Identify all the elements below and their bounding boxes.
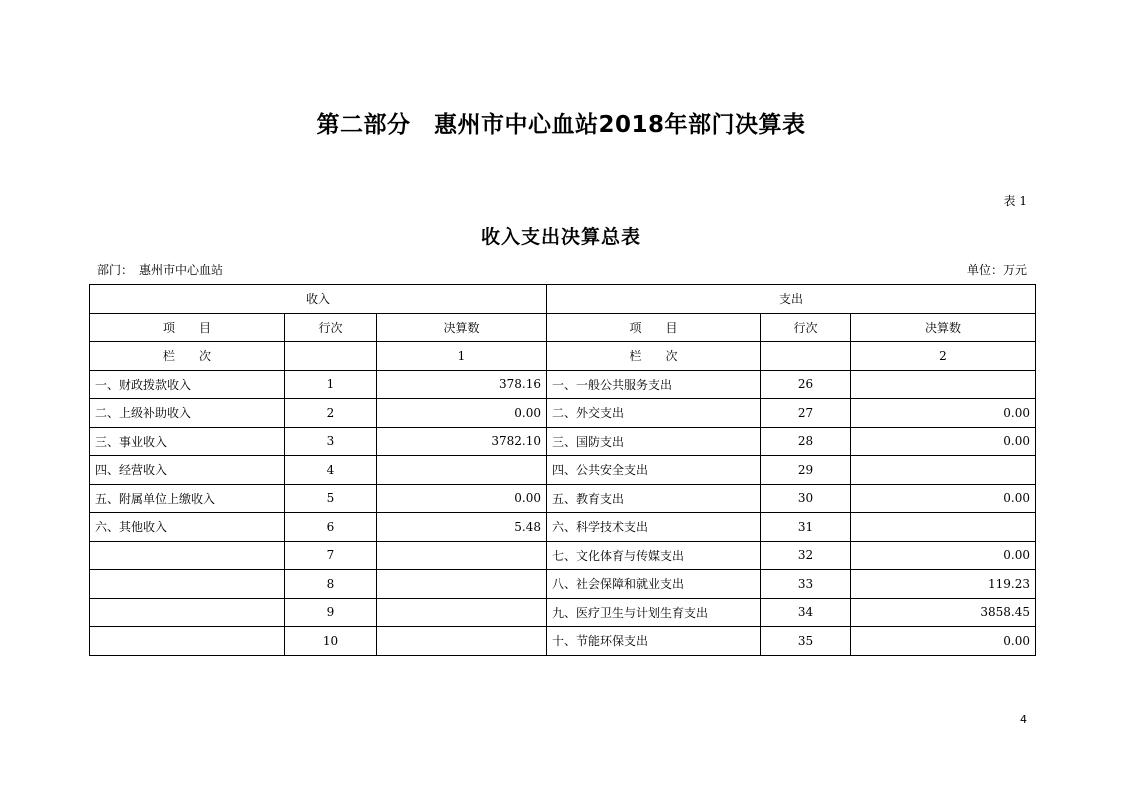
expense-row-no-cell: 35 [761,627,851,656]
expense-column-label: 栏 次 [547,342,761,371]
department-label: 部门： 惠州市中心血站 [97,263,224,277]
expense-item-header: 项 目 [547,313,761,342]
expense-amount-header: 决算数 [851,313,1036,342]
income-row-no-cell: 2 [285,399,377,428]
income-column-label: 栏 次 [90,342,285,371]
expense-row-no-header: 行次 [761,313,851,342]
expense-row-no-cell: 30 [761,484,851,513]
expense-row-no-cell: 27 [761,399,851,428]
income-amount-cell [377,598,547,627]
expense-item-cell: 二、外交支出 [547,399,761,428]
income-item-cell [90,627,285,656]
expense-row-no-cell: 26 [761,370,851,399]
table-row [90,456,1036,485]
income-row-no-header: 行次 [285,313,377,342]
expense-amount-cell: 3858.45 [851,598,1036,627]
income-item-cell: 一、财政拨款收入 [90,370,285,399]
table-row [90,484,1036,513]
expense-column-number: 2 [851,342,1036,371]
income-item-cell: 六、其他收入 [90,513,285,542]
income-amount-cell [377,627,547,656]
expense-item-cell: 三、国防支出 [547,427,761,456]
income-item-header: 项 目 [90,313,285,342]
income-item-cell [90,541,285,570]
table-row [90,370,1036,399]
header-row-columns [90,313,1036,342]
expense-amount-cell [851,370,1036,399]
expense-amount-cell: 0.00 [851,541,1036,570]
expense-row-no-cell: 34 [761,598,851,627]
income-amount-cell [377,541,547,570]
income-item-cell: 四、经营收入 [90,456,285,485]
expense-row-no-cell: 31 [761,513,851,542]
income-amount-cell: 5.48 [377,513,547,542]
income-item-cell [90,598,285,627]
expense-row-no-cell: 28 [761,427,851,456]
expense-item-cell: 四、公共安全支出 [547,456,761,485]
income-item-cell: 五、附属单位上缴收入 [90,484,285,513]
income-item-cell: 二、上级补助收入 [90,399,285,428]
income-amount-cell [377,456,547,485]
income-amount-cell: 3782.10 [377,427,547,456]
income-column-number: 1 [377,342,547,371]
income-row-no-cell: 1 [285,370,377,399]
income-amount-cell: 378.16 [377,370,547,399]
income-section-header: 收入 [90,285,547,314]
income-row-no-cell: 5 [285,484,377,513]
expense-row-no-cell: 32 [761,541,851,570]
income-amount-cell: 0.00 [377,484,547,513]
expense-item-cell: 一、一般公共服务支出 [547,370,761,399]
header-row-column-numbers [90,342,1036,371]
expense-item-cell: 五、教育支出 [547,484,761,513]
income-item-cell [90,570,285,599]
expense-amount-cell [851,456,1036,485]
expense-row-no-cell: 33 [761,570,851,599]
income-row-no-cell: 8 [285,570,377,599]
expense-item-cell: 六、科学技术支出 [547,513,761,542]
expense-item-cell: 九、医疗卫生与计划生育支出 [547,598,761,627]
expense-section-header: 支出 [547,285,1036,314]
table-row [90,627,1036,656]
table-row [90,541,1036,570]
table-title: 收入支出决算总表 [480,226,641,248]
table-row [90,513,1036,542]
expense-item-cell: 十、节能环保支出 [547,627,761,656]
income-row-no-cell: 3 [285,427,377,456]
unit-label: 单位：万元 [966,263,1027,277]
header-row-section [90,285,1036,314]
expense-item-cell: 七、文化体育与传媒支出 [547,541,761,570]
expense-amount-cell: 0.00 [851,427,1036,456]
table-number: 表 1 [1003,194,1027,208]
page-number: 4 [1020,713,1027,726]
income-row-no-blank [285,342,377,371]
income-amount-cell: 0.00 [377,399,547,428]
expense-amount-cell: 0.00 [851,627,1036,656]
expense-amount-cell: 0.00 [851,484,1036,513]
income-item-cell: 三、事业收入 [90,427,285,456]
table-row [90,427,1036,456]
expense-amount-cell [851,513,1036,542]
table-row [90,570,1036,599]
income-row-no-cell: 4 [285,456,377,485]
expense-row-no-cell: 29 [761,456,851,485]
page-title: 第二部分 惠州市中心血站2018年部门决算表 [316,112,806,138]
income-row-no-cell: 6 [285,513,377,542]
income-row-no-cell: 7 [285,541,377,570]
expense-amount-cell: 0.00 [851,399,1036,428]
table-row [90,399,1036,428]
expense-item-cell: 八、社会保障和就业支出 [547,570,761,599]
income-row-no-cell: 9 [285,598,377,627]
expense-amount-cell: 119.23 [851,570,1036,599]
income-expense-table [89,284,1036,656]
income-row-no-cell: 10 [285,627,377,656]
table-row [90,598,1036,627]
expense-row-no-blank [761,342,851,371]
income-amount-cell [377,570,547,599]
income-amount-header: 决算数 [377,313,547,342]
